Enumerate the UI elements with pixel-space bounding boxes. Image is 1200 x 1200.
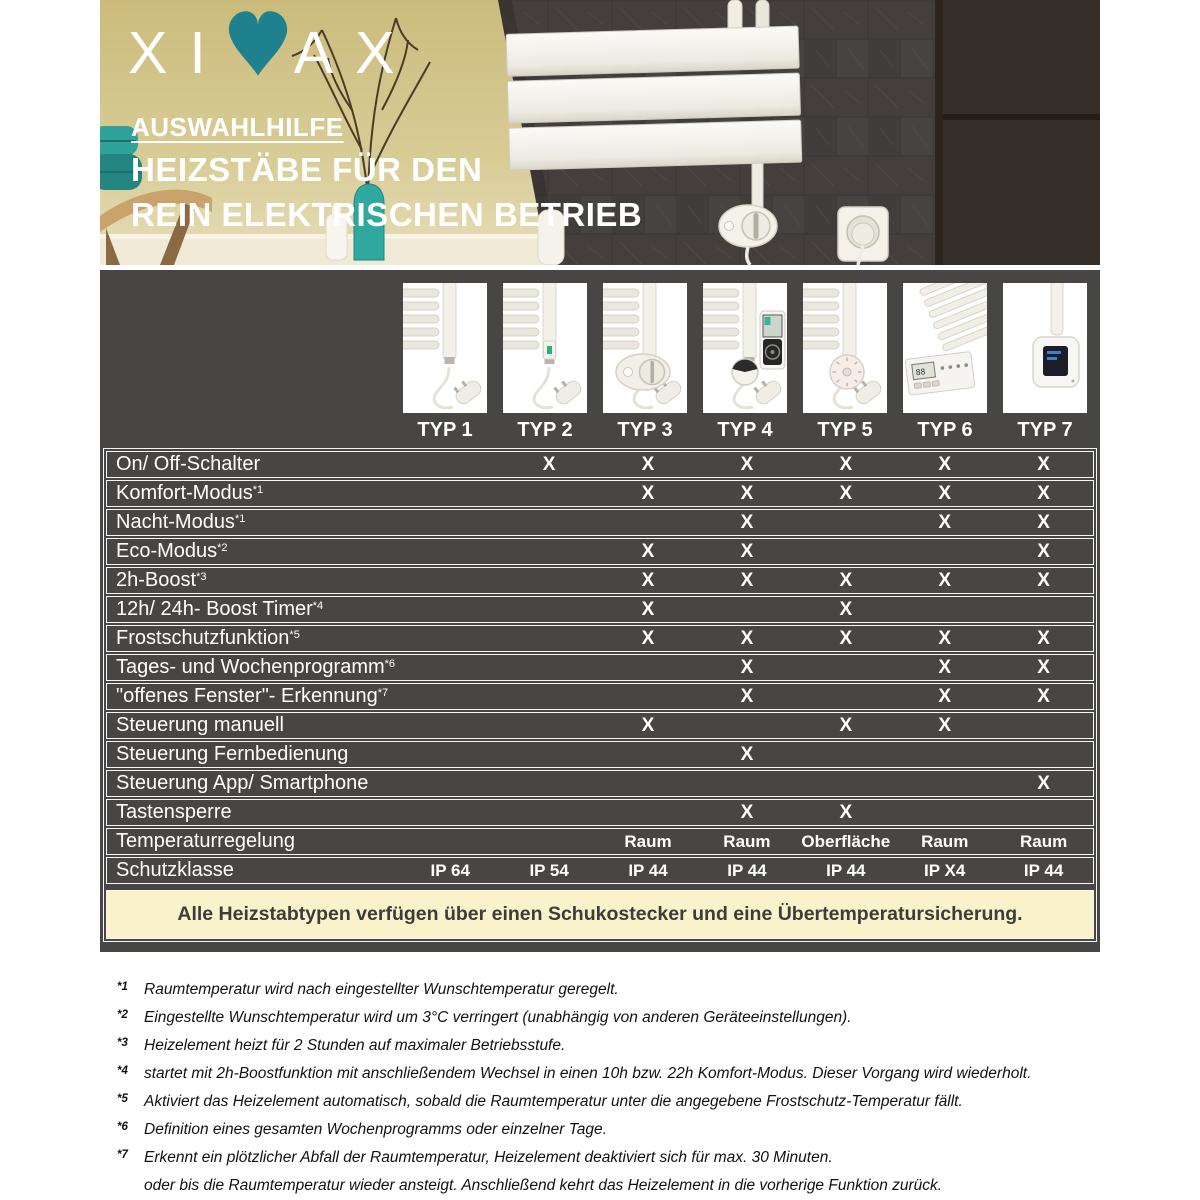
feature-check-mark: X (938, 482, 952, 504)
feature-check-mark: X (740, 453, 754, 475)
product-image-heating-rod-smart-box (1003, 283, 1087, 413)
feature-check-mark: X (740, 511, 754, 533)
feature-check-mark: X (740, 482, 754, 504)
feature-check-mark: X (839, 569, 853, 591)
footnote-text: Raumtemperatur wird nach eingestellter Wunschtemperatur geregelt. (144, 981, 619, 998)
footnote-text: Definition eines gesamten Wochenprogramms oder einzelner Tage. (144, 1121, 607, 1138)
feature-row (106, 625, 1094, 652)
type-label: TYP 2 (517, 419, 573, 441)
feature-check-mark: X (740, 801, 754, 823)
product-image-heating-rod-led-switch (503, 283, 587, 413)
feature-label: Steuerung Fernbedienung (116, 743, 349, 765)
feature-label: Temperaturregelung (116, 830, 295, 852)
feature-check-mark: X (1037, 656, 1050, 678)
banner-title-line1: HEIZSTÄBE FÜR DEN (131, 151, 483, 188)
feature-check-mark: X (839, 453, 853, 475)
banner-title-line2: REIN ELEKTRISCHEN BETRIEB (131, 196, 643, 233)
feature-row (106, 828, 1094, 855)
footnote-text: Eingestellte Wunschtemperatur wird um 3°C verringert (unabhängig von anderen Geräteeinstellungen). (144, 1009, 852, 1026)
feature-check-mark: X (641, 714, 655, 736)
feature-value: Oberfläche (801, 831, 891, 851)
type-label: TYP 3 (617, 419, 673, 441)
feature-check-mark: X (1037, 685, 1050, 707)
feature-label: 2h-Boost$^{*3}$ (116, 569, 207, 591)
feature-check-mark: X (938, 714, 952, 736)
footnote-line (117, 980, 1100, 1000)
feature-row (106, 451, 1094, 478)
feature-row (106, 596, 1094, 623)
feature-check-mark: X (839, 801, 853, 823)
ximax-logo-mark-icon (220, 2, 296, 90)
feature-label: 12h/ 24h- Boost Timer$^{*4}$ (116, 598, 324, 620)
feature-value: Raum (624, 831, 672, 851)
feature-check-mark: X (740, 540, 754, 562)
feature-value: IP 54 (529, 860, 569, 880)
footnote-line (117, 1092, 1100, 1112)
feature-row (106, 567, 1094, 594)
comparison-panel (100, 270, 1100, 952)
product-image-heating-rod-remote-control (703, 283, 787, 413)
footnote-text: Heizelement heizt für 2 Stunden auf maximaler Betriebsstufe. (144, 1037, 566, 1054)
feature-value: Raum (723, 831, 771, 851)
feature-label: Tages- und Wochenprogramm$^{*6}$ (116, 656, 396, 678)
banner-eyebrow: AUSWAHLHILFE (131, 112, 344, 142)
feature-check-mark: X (938, 453, 952, 475)
ximax-logo (128, 16, 416, 90)
feature-check-mark: X (641, 453, 655, 475)
feature-label: Steuerung manuell (116, 714, 284, 736)
product-image-heating-rod-plain (403, 283, 487, 413)
footnote-marker: *3 (117, 1037, 128, 1049)
feature-value: IP 44 (628, 860, 668, 880)
footnote-line (117, 1036, 1100, 1056)
feature-label: Nacht-Modus$^{*1}$ (116, 511, 246, 533)
feature-check-mark: X (740, 656, 754, 678)
type-column-5 (795, 283, 895, 448)
feature-label: Tastensperre (116, 801, 232, 823)
footnote-marker: *7 (117, 1149, 128, 1161)
feature-table (103, 448, 1097, 942)
feature-row (106, 770, 1094, 797)
feature-check-mark: X (740, 685, 754, 707)
schuko-note-banner (106, 890, 1094, 939)
footnote-text: Aktiviert das Heizelement automatisch, sobald die Raumtemperatur unter die angegebene Frostschutz-Temperatur fällt. (144, 1093, 963, 1110)
product-image-heating-rod-dial-thermostat (603, 283, 687, 413)
feature-row (106, 857, 1094, 884)
footnotes (117, 980, 1100, 1196)
feature-label: Frostschutzfunktion$^{*5}$ (116, 627, 300, 649)
type-label: TYP 5 (817, 419, 873, 441)
type-label: TYP 6 (917, 419, 973, 441)
schuko-note-text: Alle Heizstabtypen verfügen über einen Schukostecker und eine Übertemperatursicherung. (177, 903, 1023, 925)
feature-row (106, 712, 1094, 739)
footnote-text: startet mit 2h-Boostfunktion mit anschließendem Wechsel in einen 10h bzw. 22h Komfort-Modus. Dieser Vorgang wird wiederholt. (144, 1065, 1032, 1082)
feature-value: IP X4 (924, 860, 966, 880)
type-column-2 (495, 283, 595, 448)
feature-check-mark: X (542, 453, 556, 475)
feature-row (106, 683, 1094, 710)
type-header-row (395, 283, 1097, 448)
type-column-3 (595, 283, 695, 448)
footnote-line (117, 1176, 1100, 1196)
svg-text:88: 88 (915, 367, 926, 378)
type-column-7 (995, 283, 1095, 448)
feature-check-mark: X (839, 598, 853, 620)
hero-banner (100, 0, 1100, 265)
footnote-text: Erkennt ein plötzlicher Abfall der Raumtemperatur, Heizelement deaktiviert sich für max. 30 Minuten. (144, 1149, 833, 1166)
feature-check-mark: X (839, 482, 853, 504)
feature-check-mark: X (1037, 482, 1050, 504)
feature-check-mark: X (740, 627, 754, 649)
feature-label: Schutzklasse (116, 859, 234, 881)
feature-check-mark: X (1037, 569, 1050, 591)
feature-value: IP 44 (727, 860, 767, 880)
feature-check-mark: X (1037, 511, 1050, 533)
feature-check-mark: X (641, 627, 655, 649)
feature-check-mark: X (938, 685, 952, 707)
type-column-4 (695, 283, 795, 448)
footnote-line (117, 1064, 1100, 1084)
feature-row (106, 538, 1094, 565)
feature-check-mark: X (641, 598, 655, 620)
feature-row (106, 741, 1094, 768)
product-image-heating-rod-round-dial (803, 283, 887, 413)
feature-check-mark: X (938, 656, 952, 678)
feature-value: Raum (921, 831, 969, 851)
cabinet (935, 0, 1100, 265)
feature-check-mark: X (641, 569, 655, 591)
footnote-line (117, 1148, 1100, 1168)
footnote-marker: *5 (117, 1093, 128, 1105)
product-image-radiator-control-panel (903, 283, 987, 413)
flat-panel-radiator (506, 26, 802, 170)
feature-check-mark: X (1037, 627, 1050, 649)
footnote-marker: *6 (117, 1121, 128, 1133)
feature-label: On/ Off-Schalter (116, 453, 261, 475)
logo-text-pre: XI (128, 19, 228, 86)
feature-value: Raum (1019, 831, 1068, 851)
feature-check-mark: X (1037, 453, 1050, 475)
footnote-marker: *2 (117, 1009, 128, 1021)
feature-check-mark: X (839, 627, 853, 649)
footnote-text: oder bis die Raumtemperatur wieder ansteigt. Anschließend kehrt das Heizelement in die vorherige Funktion zurück. (144, 1177, 943, 1194)
feature-row (106, 654, 1094, 681)
feature-label: Eco-Modus$^{*2}$ (116, 540, 228, 562)
feature-check-mark: X (839, 714, 853, 736)
logo-text-post: AX (293, 19, 417, 86)
feature-check-mark: X (641, 540, 655, 562)
feature-check-mark: X (938, 569, 952, 591)
feature-label: Steuerung App/ Smartphone (116, 772, 369, 794)
feature-check-mark: X (938, 627, 952, 649)
feature-check-mark: X (740, 743, 754, 765)
footnote-line (117, 1120, 1100, 1140)
type-label: TYP 1 (417, 419, 473, 441)
feature-check-mark: X (1037, 772, 1050, 794)
feature-row (106, 509, 1094, 536)
feature-value: IP 44 (826, 860, 866, 880)
type-label: TYP 4 (717, 419, 773, 441)
type-label: TYP 7 (1017, 419, 1073, 441)
type-column-1 (395, 283, 495, 448)
footnote-line (117, 1008, 1100, 1028)
wall-socket (838, 207, 888, 265)
feature-check-mark: X (938, 511, 952, 533)
feature-row (106, 480, 1094, 507)
footnote-marker: *4 (117, 1065, 128, 1077)
feature-value: IP 64 (430, 860, 470, 880)
feature-check-mark: X (740, 569, 754, 591)
feature-label: "offenes Fenster"- Erkennung$^{*7}$ (116, 685, 389, 707)
feature-value: IP 44 (1023, 860, 1064, 880)
feature-label: Komfort-Modus$^{*1}$ (116, 482, 264, 504)
type-column-6 (895, 283, 995, 448)
feature-check-mark: X (641, 482, 655, 504)
feature-row (106, 799, 1094, 826)
footnote-marker: *1 (117, 981, 128, 993)
feature-check-mark: X (1037, 540, 1050, 562)
